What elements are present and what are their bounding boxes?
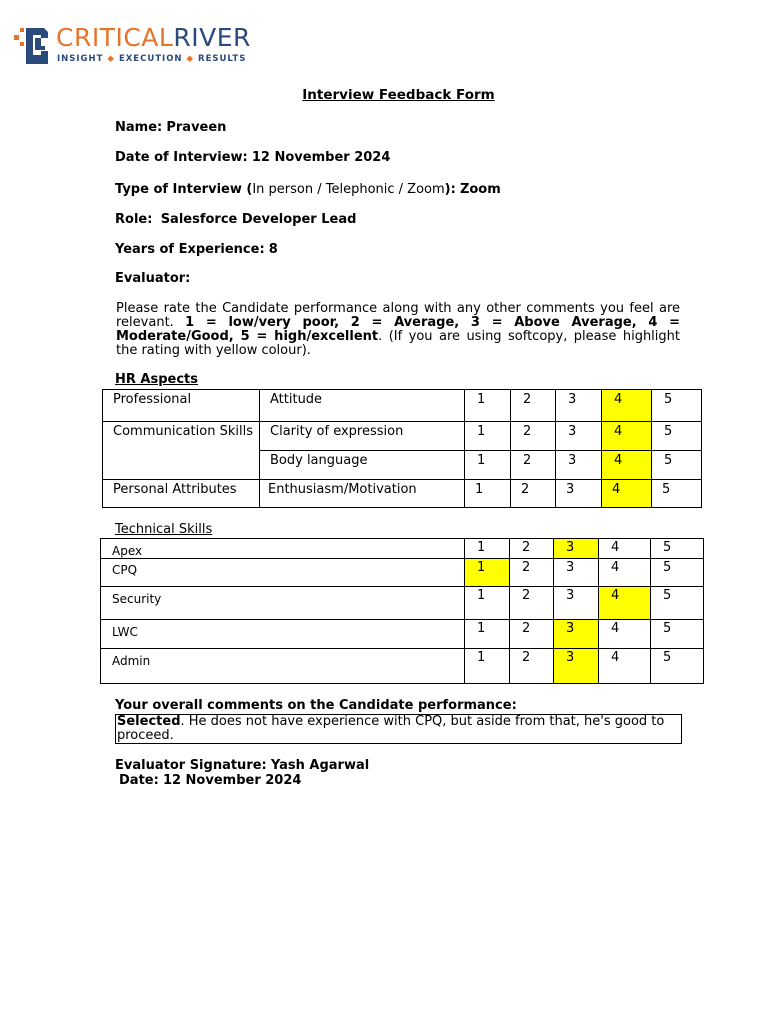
rating-cell: 3 [556, 422, 602, 451]
rating-cell-selected: 4 [599, 587, 651, 620]
rating-cell: 1 [465, 620, 510, 649]
rating-cell: 5 [651, 649, 704, 684]
rating-cell: 4 [599, 539, 651, 559]
rating-cell-selected: 1 [465, 559, 510, 587]
role-field: Role: Salesforce Developer Lead [115, 212, 357, 227]
aspect-cell: Body language [260, 451, 465, 480]
aspect-cell: Attitude [260, 390, 465, 422]
hr-aspects-heading: HR Aspects [115, 372, 198, 387]
rating-cell: 1 [465, 539, 510, 559]
rating-cell: 2 [511, 480, 556, 508]
table-row [101, 620, 704, 649]
rating-cell-selected: 3 [554, 620, 599, 649]
aspect-cell: Enthusiasm/Motivation [260, 480, 465, 508]
comments-box: Selected. He does not have experience with CPQ, but aside from that, he's good to proceed. [115, 714, 682, 744]
rating-cell: 2 [511, 390, 556, 422]
critical-river-logo-icon [14, 22, 50, 66]
rating-cell: 5 [652, 390, 702, 422]
category-cell: Communication Skills [103, 422, 260, 480]
rating-cell-selected: 4 [602, 451, 652, 480]
hr-aspects-table [102, 389, 702, 508]
table-row [103, 390, 702, 422]
company-logo [14, 22, 251, 68]
rating-cell: 4 [599, 649, 651, 684]
rating-cell: 5 [651, 620, 704, 649]
rating-cell: 3 [554, 587, 599, 620]
rating-cell: 2 [510, 539, 554, 559]
rating-cell: 2 [510, 620, 554, 649]
rating-cell: 5 [651, 587, 704, 620]
technical-skills-table [100, 538, 704, 684]
skill-cell: CPQ [101, 559, 465, 587]
rating-cell: 3 [556, 390, 602, 422]
rating-cell: 3 [554, 559, 599, 587]
rating-cell: 2 [510, 559, 554, 587]
table-row [103, 480, 702, 508]
rating-cell: 5 [651, 539, 704, 559]
name-field: Name: Praveen [115, 120, 227, 135]
rating-cell: 5 [652, 422, 702, 451]
rating-cell-selected: 4 [602, 422, 652, 451]
skill-cell: Apex [101, 539, 465, 559]
skill-cell: Security [101, 587, 465, 620]
rating-cell: 4 [599, 559, 651, 587]
form-title: Interview Feedback Form [302, 87, 495, 103]
table-row [101, 587, 704, 620]
rating-cell: 1 [465, 480, 511, 508]
rating-cell-selected: 4 [602, 390, 652, 422]
rating-cell: 5 [652, 480, 702, 508]
evaluator-field: Evaluator: [115, 271, 191, 286]
table-row [101, 559, 704, 587]
rating-instructions: Please rate the Candidate performance along with any other comments you feel are relevant. 1 = low/very poor, 2 = Average, 3 = Above Average, 4 = Moderate/Good, 5 = high/excellent. (If you are using softcopy, please highlight the rating with yellow colour). [116, 301, 680, 358]
rating-cell: 5 [651, 559, 704, 587]
table-row [103, 422, 702, 451]
category-cell: Professional [103, 390, 260, 422]
technical-skills-heading: Technical Skills [115, 522, 213, 537]
rating-cell: 1 [465, 390, 511, 422]
experience-field: Years of Experience: 8 [115, 242, 278, 257]
aspect-cell: Clarity of expression [260, 422, 465, 451]
skill-cell: Admin [101, 649, 465, 684]
rating-cell: 2 [511, 422, 556, 451]
rating-cell-selected: 3 [554, 649, 599, 684]
table-row [101, 539, 704, 559]
rating-cell: 3 [556, 451, 602, 480]
logo-tagline: INSIGHT ◆ EXECUTION ◆ RESULTS [57, 54, 247, 64]
evaluator-signature: Evaluator Signature: Yash Agarwal [115, 758, 370, 773]
category-cell: Personal Attributes [103, 480, 260, 508]
rating-cell: 4 [599, 620, 651, 649]
table-row [101, 649, 704, 684]
rating-cell-selected: 3 [554, 539, 599, 559]
date-field: Date of Interview: 12 November 2024 [115, 150, 391, 165]
interview-type-field: Type of Interview (In person / Telephonic / Zoom): Zoom [115, 182, 501, 197]
rating-cell-selected: 4 [602, 480, 652, 508]
rating-cell: 3 [556, 480, 602, 508]
rating-cell: 5 [652, 451, 702, 480]
skill-cell: LWC [101, 620, 465, 649]
rating-cell: 1 [465, 451, 511, 480]
signature-date: Date: 12 November 2024 [119, 773, 302, 788]
rating-cell: 1 [465, 587, 510, 620]
rating-cell: 2 [510, 649, 554, 684]
rating-cell: 2 [511, 451, 556, 480]
rating-cell: 2 [510, 587, 554, 620]
rating-cell: 1 [465, 422, 511, 451]
comments-heading: Your overall comments on the Candidate performance: [115, 698, 517, 713]
rating-cell: 1 [465, 649, 510, 684]
logo-wordmark: CRITICALRIVER [56, 23, 251, 52]
